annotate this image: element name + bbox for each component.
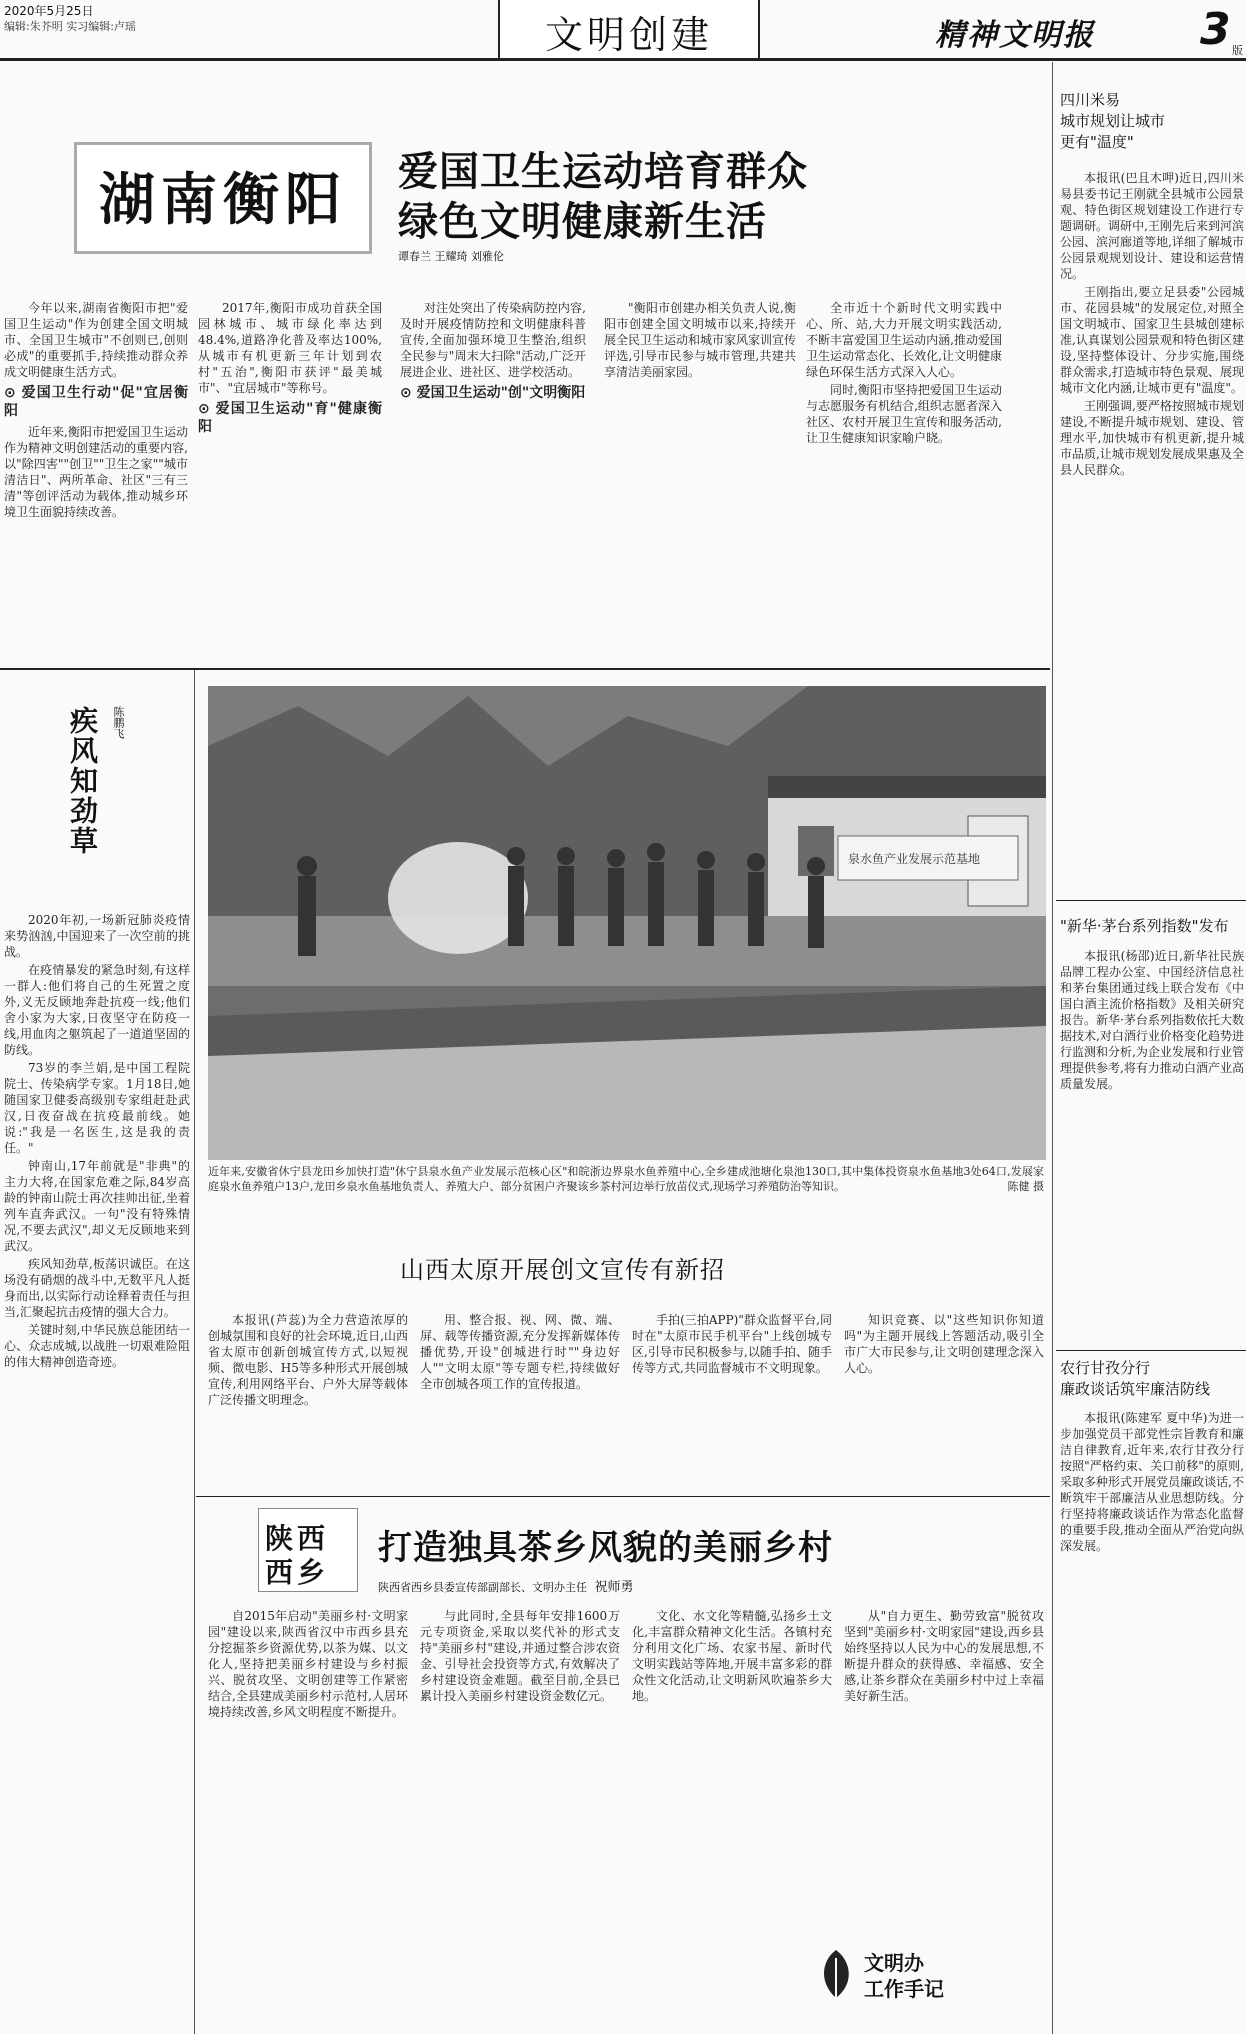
lead-col6-text: 同时,衡阳市坚持把爱国卫生运动与志愿服务有机结合,组织志愿者深入社区、农村开展卫生宣传和服务活动,让卫生健康知识家喻户晓。 bbox=[806, 383, 1002, 445]
essay-para2: 在疫情暴发的紧急时刻,有这样一群人:他们将自己的生死置之度外,义无反顾地奔赴抗疫一线;他们舍小家为大家,日夜坚守在防疫一线,用血肉之躯筑起了一道道坚固的防线。 bbox=[4, 963, 190, 1057]
page-number-suffix: 版 bbox=[1232, 44, 1243, 57]
shaanxi-body bbox=[208, 1608, 1044, 1938]
lead-col1-text: 近年来,衡阳市把爱国卫生运动作为精神文明创建活动的重要内容,以"除四害""创卫""卫生之家""城市清洁日"、两所革命、社区"三有三清"等创评活动为载体,推动城乡环境卫生面貌持续改善。 bbox=[4, 425, 188, 519]
side1-title-line2: 城市规划让城市 bbox=[1060, 112, 1166, 130]
shaanxi-col1 bbox=[208, 1608, 408, 1938]
essay-body bbox=[4, 912, 190, 2028]
photo-sign-text: 泉水鱼产业发展示范基地 bbox=[848, 852, 981, 866]
essay-para1: 2020年初,一场新冠肺炎疫情来势汹汹,中国迎来了一次空前的挑战。 bbox=[4, 913, 190, 959]
page-number: 3 bbox=[1200, 4, 1231, 55]
side1-title-line1: 四川米易 bbox=[1060, 91, 1121, 109]
photo-illustration bbox=[208, 686, 1046, 1160]
side1-body bbox=[1060, 170, 1244, 900]
shaanxi-col3 bbox=[632, 1608, 832, 1938]
shaanxi-col3-text: 文化、水文化等精髓,弘扬乡土文化,丰富群众精神文化生活。各镇村充分利用文化广场、农家书屋、新时代文明实践站等阵地,开展丰富多彩的群众性文化活动,让文明新风吹遍茶乡大地。 bbox=[632, 1609, 832, 1703]
lead-col2-text: 2017年,衡阳市成功首获全国园林城市、城市绿化率达到48.4%,道路净化普及率达100%,从城市有机更新三年计划到农村"五治",衡阳市获评"最美城市"、"宜居城市"等称号。 bbox=[198, 301, 382, 395]
side3-body-para: 本报讯(陈建军 夏中华)为进一步加强党员干部党性宗旨教育和廉洁自律教育,近年来,农行甘孜分行按照"严格约束、关口前移"的原则,采取多种形式开展党员廉政谈话,不断筑牢干部廉洁从业思想防线。分行坚持将廉政谈话作为常态化监督的重要手段,推动全面从严治党向纵深发展。 bbox=[1060, 1411, 1244, 1553]
taiyuan-col4-text: 知识竞赛、以"这些知识你知道吗"为主题开展线上答题活动,吸引全市广大市民参与,让文明创建理念深入人心。 bbox=[844, 1313, 1044, 1375]
shaanxi-byline bbox=[378, 1576, 634, 1595]
photo-credit: 陈健 摄 bbox=[1007, 1180, 1044, 1193]
taiyuan-body bbox=[208, 1312, 1044, 1512]
shaanxi-col4-text: 从"自力更生、勤劳致富"脱贫攻坚到"美丽乡村·文明家园"建设,西乡县始终坚持以人民为中心的发展思想,不断提升群众的获得感、幸福感、安全感,让茶乡群众在美丽乡村中过上幸福美好新生活。 bbox=[844, 1609, 1044, 1703]
lead-column-3 bbox=[400, 300, 586, 660]
shaanxi-col2-text: 与此同时,全县每年安排1600万元专项资金,采取以奖代补的形式支持"美丽乡村"建设,并通过整合涉农资金、引导社会投资等方式,有效解决了乡村建设资金难题。截至目前,全县已累计投入美丽乡村建设资金数亿元。 bbox=[420, 1609, 620, 1703]
lead-subhead-3: ⊙ 爱国卫生运动"创"文明衡阳 bbox=[400, 385, 586, 401]
section-title: 文明创建 bbox=[544, 13, 713, 57]
shaanxi-byline-name: 祝师勇 bbox=[594, 1580, 634, 1595]
issue-date: 2020年5月25日 bbox=[4, 4, 94, 18]
taiyuan-col2-text: 用、整合报、视、网、微、端、屏、载等传播资源,充分发挥新媒体传播优势,开设"创城进行时""身边好人""文明太原"等专题专栏,持续做好全市创城各项工作的宣传报道。 bbox=[420, 1313, 620, 1391]
leaf-icon bbox=[816, 1948, 856, 2004]
essay-divider bbox=[194, 670, 195, 2034]
lead-column-2 bbox=[198, 300, 382, 660]
side2-body-para: 本报讯(杨邵)近日,新华社民族品牌工程办公室、中国经济信息社和茅台集团通过线上联合发布《中国白酒主流价格指数》及相关研究报告。新华·茅台系列指数依托大数据技术,对白酒行业价格变化趋势进行监测和分析,为企业发展和行业管理提供参考,将有力推动白酒产业高质量发展。 bbox=[1060, 949, 1244, 1091]
lead-subhead-1-text: 爱国卫生行动"促"宜居衡阳 bbox=[4, 385, 188, 419]
lead-col5-text: 全市近十个新时代文明实践中心、所、站,大力开展文明实践活动,不断丰富爱国卫生运动内涵,推动爱国卫生运动常态化、长效化,让文明健康绿色环保生活方式深入人心。 bbox=[806, 301, 1002, 379]
side1-body-para3: 王刚强调,要严格按照城市规划建设,不断提升城市规划、建设、管理水平,加快城市有机更新,提升城市品质,让城市规划发展成果惠及全县人民群众。 bbox=[1060, 399, 1244, 477]
side1-title-line3: 更有"温度" bbox=[1060, 133, 1134, 151]
photo-caption bbox=[208, 1164, 1044, 1214]
lead-subhead-2-text: 爱国卫生运动"育"健康衡阳 bbox=[198, 401, 382, 435]
side-divider-2 bbox=[1056, 1350, 1246, 1351]
lead-col4-text: "衡阳市创建办相关负责人说,衡阳市创建全国文明城市以来,持续开展全民卫生运动和城市家风家训宣传评选,引导市民参与城市管理,共建共享清洁美丽家园。 bbox=[604, 301, 796, 379]
side3-body bbox=[1060, 1410, 1244, 2030]
essay-author: 陈鹏飞 bbox=[112, 706, 125, 739]
essay-para6: 关键时刻,中华民族总能团结一心、众志成城,以战胜一切艰难险阻的伟大精神创造奇迹。 bbox=[4, 1323, 190, 1369]
work-note-line2: 工作手记 bbox=[864, 1977, 944, 2001]
work-note-badge bbox=[864, 1950, 944, 2002]
masthead-rule bbox=[0, 58, 1246, 61]
shaanxi-place-1: 陕西 bbox=[265, 1522, 330, 1555]
shaanxi-title: 打造独具茶乡风貌的美丽乡村 bbox=[378, 1528, 833, 1568]
shaanxi-col4 bbox=[844, 1608, 1044, 1938]
taiyuan-col1 bbox=[208, 1312, 408, 1512]
lead-subhead-2: ⊙ 爱国卫生运动"育"健康衡阳 bbox=[198, 401, 382, 435]
shaanxi-byline-prefix: 陕西省西乡县委宣传部副部长、文明办主任 bbox=[378, 1581, 587, 1594]
right-column-divider bbox=[1052, 62, 1053, 2034]
taiyuan-col1-text: 本报讯(芦蕊)为全力营造浓厚的创城氛围和良好的社会环境,近日,山西省太原市创新创城宣传方式,以短视频、微电影、H5等多种形式开展创城宣传,利用网络平台、户外大屏等载体广泛传播文明理念。 bbox=[208, 1313, 408, 1407]
essay-para3: 73岁的李兰娟,是中国工程院院士、传染病学专家。1月18日,她随国家卫健委高级别专家组赶赴武汉,日夜奋战在抗疫最前线。她说:"我是一名医生,这是我的责任。" bbox=[4, 1061, 190, 1155]
lead-title-line2: 绿色文明健康新生活 bbox=[398, 199, 767, 245]
shaanxi-place-2: 西乡 bbox=[265, 1556, 330, 1589]
lead-column-4 bbox=[604, 300, 796, 660]
side1-title bbox=[1060, 90, 1244, 153]
side2-body bbox=[1060, 948, 1244, 1348]
side3-title-line1: 农行甘孜分行 bbox=[1060, 1359, 1151, 1377]
essay-para4: 钟南山,17年前就是"非典"的主力大将,在国家危难之际,84岁高龄的钟南山院士再次挂帅出征,坐着列车直奔武汉。一句"没有特殊情况,不要去武汉",却义无反顾地来到武汉。 bbox=[4, 1159, 190, 1253]
side3-title bbox=[1060, 1358, 1244, 1400]
lead-subhead-3-text: 爱国卫生运动"创"文明衡阳 bbox=[416, 385, 586, 401]
shaanxi-col2 bbox=[420, 1608, 620, 1938]
taiyuan-col3 bbox=[632, 1312, 832, 1512]
essay-para5: 疾风知劲草,板荡识诚臣。在这场没有硝烟的战斗中,无数平凡人挺身而出,以实际行动诠释着责任与担当,汇聚起抗击疫情的强大合力。 bbox=[4, 1257, 190, 1319]
side1-body-para1: 本报讯(巴且木呷)近日,四川米易县委书记王刚就全县城市公园景观、特色街区规划建设工作进行专题调研。调研中,王刚先后来到河滨公园、滨河廊道等地,详细了解城市公园景观规划设计、建设和运营情况。 bbox=[1060, 171, 1244, 281]
lead-byline: 谭春兰 王耀琦 刘雅伦 bbox=[398, 250, 504, 263]
lead-bottom-rule bbox=[0, 668, 1050, 670]
paper-name: 精神文明报 bbox=[935, 18, 1095, 53]
editor-line: 编辑:朱芥明 实习编辑:卢瑶 bbox=[4, 20, 136, 33]
news-photo bbox=[208, 686, 1046, 1160]
shaanxi-place-badge bbox=[258, 1508, 358, 1592]
side2-title: "新华·茅台系列指数"发布 bbox=[1060, 917, 1229, 935]
taiyuan-col4 bbox=[844, 1312, 1044, 1512]
place-label: 湖南衡阳 bbox=[99, 168, 347, 233]
lead-column-1 bbox=[4, 300, 188, 660]
taiyuan-bottom-rule bbox=[196, 1496, 1050, 1497]
side3-title-line2: 廉政谈话筑牢廉洁防线 bbox=[1060, 1380, 1211, 1398]
lead-col3-text: 对注处突出了传染病防控内容,及时开展疫情防控和文明健康科普宣传,全面加强环境卫生整治,组织全民参与"周末大扫除"活动,广泛开展进企业、进社区、进学校活动。 bbox=[400, 301, 586, 379]
lead-subhead-1: ⊙ 爱国卫生行动"促"宜居衡阳 bbox=[4, 385, 188, 419]
side1-body-para2: 王刚指出,要立足县委"公园城市、花园县城"的发展定位,对照全国文明城市、国家卫生县城创建标准,认真谋划公园景观和特色街区建设,坚持整体设计、分步实施,围绕群众需求,打造城市特色景观、展现城市文化内涵,让城市更有"温度"。 bbox=[1060, 285, 1244, 395]
side-divider-1 bbox=[1056, 900, 1246, 901]
work-note-line1: 文明办 bbox=[864, 1951, 924, 1975]
essay-title: 疾风知劲草 bbox=[66, 706, 99, 856]
lead-column-5 bbox=[806, 300, 1002, 660]
lead-intro: 今年以来,湖南省衡阳市把"爱国卫生运动"作为创建全国文明城市、全国卫生城市"不创则已,创则必成"的重要抓手,持续推动群众养成文明健康生活方式。 bbox=[4, 301, 188, 379]
taiyuan-col3-text: 手拍(三拍APP)"群众监督平台,同时在"太原市民手机平台"上线创城专区,引导市民积极参与,以随手拍、随手传等方式,共同监督城市不文明现象。 bbox=[632, 1313, 832, 1375]
lead-title-line1: 爱国卫生运动培育群众 bbox=[398, 149, 808, 195]
taiyuan-title: 山西太原开展创文宣传有新招 bbox=[400, 1256, 725, 1284]
shaanxi-col1-text: 自2015年启动"美丽乡村·文明家园"建设以来,陕西省汉中市西乡县充分挖掘茶乡资源优势,以茶为媒、以文化人,坚持把美丽乡村建设与乡村振兴、脱贫攻坚、文明创建等工作紧密结合,全县建成美丽乡村示范村,人居环境持续改善,乡风文明程度不断提升。 bbox=[208, 1609, 408, 1719]
photo-caption-text: 近年来,安徽省休宁县龙田乡加快打造"休宁县泉水鱼产业发展示范核心区"和皖浙边界泉水鱼养殖中心,全乡建成池塘化泉池130口,其中集体投资泉水鱼基地3处64口,发展家庭泉水鱼养殖户13户,龙田乡泉水鱼基地负责人、养殖大户、部分贫困户齐聚该乡茶村河边举行放苗仪式,现场学习养殖防治等知识。 bbox=[208, 1165, 1044, 1193]
taiyuan-col2 bbox=[420, 1312, 620, 1512]
